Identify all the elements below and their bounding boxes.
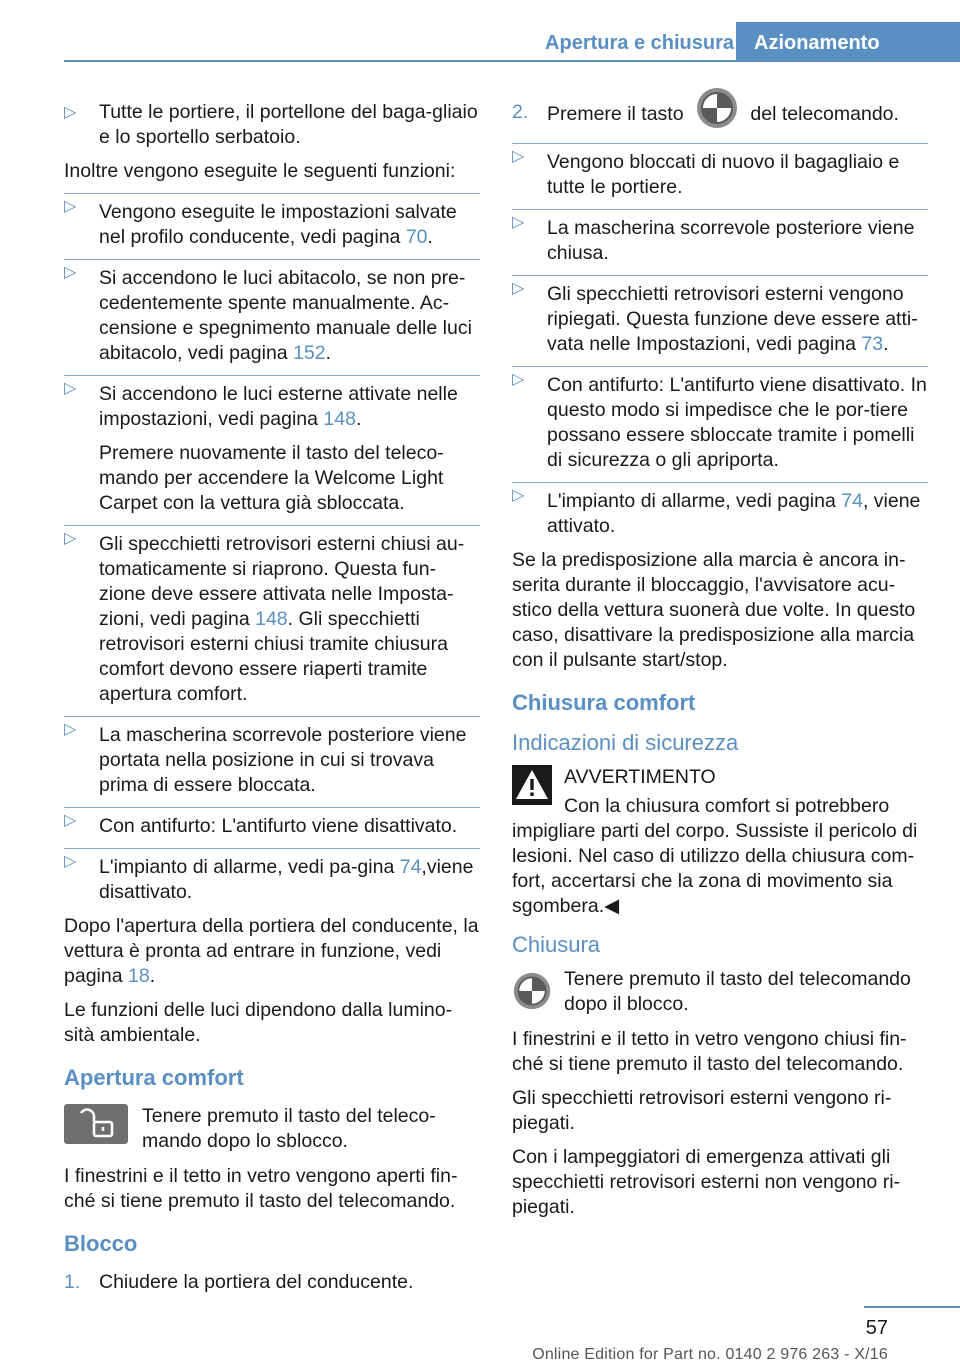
page-link[interactable]: 73 [861, 333, 884, 355]
list-item-note: Premere nuovamente il tasto del teleco-mando per accendere la Welcome Light Carpet con la vettura già sbloccata. [99, 442, 444, 514]
triangle-bullet-icon: ▷ [64, 198, 77, 215]
section-heading-blocco: Blocco [64, 1231, 138, 1256]
unlock-key-icon [64, 1104, 128, 1144]
apertura-instruction: Tenere premuto il tasto del teleco-mando dopo lo sblocco. [64, 1104, 480, 1164]
list-item: ▷ Vengono eseguite le impostazioni salvate nel profilo conducente, vedi pagina 70. [64, 193, 480, 250]
triangle-bullet-icon: ▷ [64, 380, 77, 397]
page-link[interactable]: 148 [255, 608, 288, 630]
list-item: ▷ La mascherina scorrevole posteriore viene portata nella posizione in cui si trovava prima di essere bloccata. [64, 716, 480, 798]
paragraph: Se la predisposizione alla marcia è ancora in-serita durante il bloccaggio, l'avvisatore acu-stico della vettura suonerà due volte. In questo caso, disattivare la predisposizione alla marcia con il pulsante start/stop. [512, 549, 916, 671]
triangle-bullet-icon: ▷ [512, 214, 525, 231]
list-item: ▷ Con antifurto: L'antifurto viene disattivato. In questo modo si impedisce che le por-tiere possano essere sbloccate tramite i pomelli di sicurezza o gli apriporta. [512, 366, 928, 473]
triangle-bullet-icon: ▷ [512, 148, 525, 165]
triangle-bullet-icon: ▷ [64, 530, 77, 547]
page-link[interactable]: 148 [323, 408, 356, 430]
page-link[interactable]: 18 [127, 965, 150, 987]
triangle-bullet-icon: ▷ [64, 812, 77, 829]
lock-key-icon [695, 86, 739, 130]
paragraph: Dopo l'apertura della portiera del conducente, la vettura è pronta ad entrare in funzione, vedi pagina 18. [64, 915, 479, 987]
subheading-chiusura: Chiusura [512, 932, 601, 957]
section-heading-apertura-comfort: Apertura comfort [64, 1065, 244, 1090]
page-link[interactable]: 70 [405, 226, 428, 248]
triangle-bullet-icon: ▷ [512, 371, 525, 388]
list-item: ▷ Vengono bloccati di nuovo il bagagliaio e tutte le portiere. [512, 143, 928, 200]
chiusura-instruction: Tenere premuto il tasto del telecomando dopo il blocco. [512, 967, 928, 1027]
warning-box [512, 765, 928, 919]
warning-title: AVVERTIMENTO [564, 766, 716, 788]
section-heading-chiusura-comfort: Chiusura comfort [512, 690, 696, 715]
paragraph: Le funzioni delle luci dipendono dalla lumino-sità ambientale. [64, 999, 453, 1046]
page-link[interactable]: 152 [293, 342, 326, 364]
paragraph: Inoltre vengono eseguite le seguenti funzioni: [64, 160, 456, 182]
footer-edition: Online Edition for Part no. 0140 2 976 263 - X/16 [532, 1346, 888, 1363]
page-link[interactable]: 74 [399, 856, 422, 878]
header-section: Apertura e chiusura [545, 32, 734, 54]
list-item: ▷ L'impianto di allarme, vedi pa-gina 74,viene disattivato. [64, 848, 480, 905]
paragraph: Con i lampeggiatori di emergenza attivati gli specchietti retrovisori esterni non vengono ri-piegati. [512, 1146, 901, 1218]
numbered-step: 1. Chiudere la portiera del conducente. [64, 1271, 414, 1293]
list-item: ▷ Si accendono le luci abitacolo, se non pre-cedentemente spente manualmente. Ac-censione e spegnimento manuale delle luci abitacolo, vedi pagina 152. [64, 259, 480, 366]
footer-rule [864, 1306, 960, 1308]
lock-key-icon [512, 971, 552, 1011]
list-item: ▷ Tutte le portiere, il portellone del baga-gliaio e lo sportello serbatoio. [64, 101, 478, 148]
header-tab: Azionamento [736, 22, 960, 62]
paragraph: I finestrini e il tetto in vetro vengono aperti fin-ché si tiene premuto il tasto del telecomando. [64, 1165, 458, 1212]
triangle-bullet-icon: ▷ [512, 280, 525, 297]
triangle-bullet-icon: ▷ [64, 853, 77, 870]
page-number: 57 [865, 1317, 888, 1339]
right-column [512, 100, 928, 1229]
list-item: ▷ Si accendono le luci esterne attivate nelle impostazioni, vedi pagina 148. Premere nuovamente il tasto del teleco-mando per accendere la Welcome Light Carpet con la vettura già sbloccata. [64, 375, 480, 516]
triangle-bullet-icon: ▷ [512, 487, 525, 504]
page-link[interactable]: 74 [841, 490, 863, 512]
list-item: ▷ Con antifurto: L'antifurto viene disattivato. [64, 807, 480, 839]
numbered-step: 2. Premere il tasto del telecomando. [512, 100, 928, 134]
paragraph: I finestrini e il tetto in vetro vengono chiusi fin-ché si tiene premuto il tasto del telecomando. [512, 1028, 907, 1075]
triangle-bullet-icon: ▷ [64, 104, 77, 121]
list-item: ▷ L'impianto di allarme, vedi pagina 74, viene attivato. [512, 482, 928, 539]
triangle-bullet-icon: ▷ [64, 264, 77, 281]
subheading-indicazioni: Indicazioni di sicurezza [512, 730, 739, 755]
warning-text: Con la chiusura comfort si potrebbero impigliare parti del corpo. Sussiste il pericolo di lesioni. Nel caso di utilizzo della chiusura com-fort, accertarsi che la zona di movimento sia sgombera.◀ [512, 795, 918, 917]
left-column [64, 100, 480, 1304]
list-item: ▷ La mascherina scorrevole posteriore viene chiusa. [512, 209, 928, 266]
triangle-bullet-icon: ▷ [64, 721, 77, 738]
paragraph: Gli specchietti retrovisori esterni vengono ri-piegati. [512, 1087, 892, 1134]
warning-icon [512, 765, 552, 805]
list-item: ▷ Gli specchietti retrovisori esterni vengono ripiegati. Questa funzione deve essere atti-vata nelle Impostazioni, vedi pagina 73. [512, 275, 928, 357]
list-item: ▷ Gli specchietti retrovisori esterni chiusi au-tomaticamente si riaprono. Questa fun-zione deve essere attivata nelle Imposta-zioni, vedi pagina 148. Gli specchietti retrovisori esterni chiusi tramite chiusura comfort devono essere riaperti tramite apertura comfort. [64, 525, 480, 707]
